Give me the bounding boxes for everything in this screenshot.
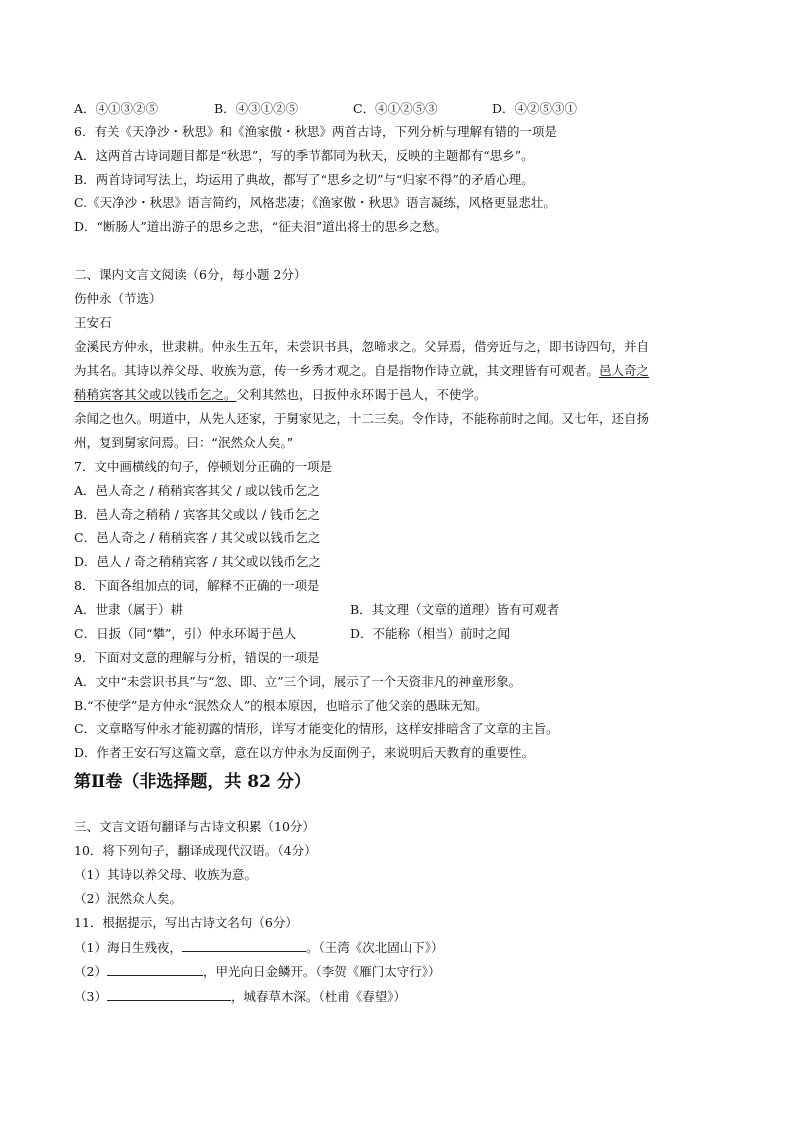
q7-option-b: B．邑人奇之稍稍 / 宾客其父或以 / 钱币乞之	[74, 507, 321, 522]
q8-option-a: A．世隶（属于）耕	[74, 602, 184, 617]
q11-item-3-prefix: （3）	[74, 989, 107, 1004]
passage-p1-line3-text: 父利其然也，日扳仲永环谒于邑人，不使学。	[236, 387, 487, 402]
q7-option-a: A．邑人奇之 / 稍稍宾客其父 / 或以钱币乞之	[74, 483, 320, 498]
q6-option-a: A．这两首古诗词题目都是“秋思”，写的季节都同为秋天，反映的主题都有“思乡”。	[74, 148, 534, 163]
underlined-sentence-part2: 稍稍宾客其父或以钱币乞之。	[74, 387, 237, 402]
q11-item-1	[74, 939, 443, 957]
q11-answer-blank-1[interactable]	[182, 939, 306, 952]
q11-item-1-suffix: 。（王湾《次北固山下》）	[305, 940, 444, 955]
q9-option-d: D．作者王安石写这篇文章，意在以方仲永为反面例子，来说明后天教育的重要性。	[74, 745, 535, 760]
q8-option-d: D．不能称（相当）前时之闻	[350, 626, 511, 641]
q10-stem: 10．将下列句子，翻译成现代汉语。（4分）	[74, 843, 317, 858]
q8-option-b: B．其文理（文章的道理）皆有可观者	[350, 602, 560, 617]
passage-p1-line2-text: 为其名。其诗以养父母、收族为意，传一乡秀才观之。自是指物作诗立就，其文理皆有可观者。	[74, 363, 600, 378]
q8-stem: 8．下面各组加点的词，解释不正确的一项是	[74, 578, 320, 593]
passage-title: 伤仲永（节选）	[74, 291, 162, 306]
q6-stem: 6．有关《天净沙・秋思》和《渔家傲・秋思》两首古诗，下列分析与理解有错的一项是	[74, 124, 557, 139]
q5-option-c: C．④①②⑤③	[353, 101, 438, 116]
q7-option-d: D．邑人 / 奇之稍稍宾客 / 其父或以钱币乞之	[74, 554, 321, 569]
q11-item-3-suffix: ，城春草木深。（杜甫《春望》）	[230, 989, 406, 1004]
q7-stem: 7．文中画横线的句子，停顿划分正确的一项是	[74, 459, 332, 474]
q6-option-c: C.《天净沙・秋思》语言简约，风格悲凄；《渔家傲・秋思》语言凝练，风格更显悲壮。	[74, 195, 556, 210]
q11-answer-blank-2[interactable]	[107, 963, 203, 976]
passage-p1-line2	[74, 362, 649, 380]
q6-option-d: D．“断肠人”道出游子的思乡之悲，“征夫泪”道出将士的思乡之愁。	[74, 219, 448, 234]
q9-option-a: A．文中“未尝识书具”与“忽、即、立”三个词，展示了一个天资非凡的神童形象。	[74, 674, 522, 689]
q8-option-c: C．日扳（同“攀”，引）仲永环谒于邑人	[74, 626, 297, 641]
q10-sentence-2: （2）泯然众人矣。	[74, 891, 182, 906]
q5-option-d: D．④②⑤③①	[492, 101, 578, 116]
section3-heading: 三、文言文语句翻译与古诗文积累（10分）	[74, 819, 315, 834]
q11-item-2-prefix: （2）	[74, 964, 107, 979]
q6-option-b: B．两首诗词写法上，均运用了典故，都写了“思乡之切”与“归家不得”的矛盾心理。	[74, 172, 534, 187]
q11-stem: 11．根据提示，写出古诗文名句（6分）	[74, 915, 298, 930]
passage-p1-line1: 金溪民方仲永，世隶耕。仲永生五年，未尝识书具，忽啼求之。父异焉，借旁近与之，即书诗四句，并自	[74, 339, 650, 354]
q11-answer-blank-3[interactable]	[107, 988, 231, 1001]
q9-option-b: B.“不使学”是方仲永“泯然众人”的根本原因，也暗示了他父亲的愚昧无知。	[74, 698, 488, 713]
q11-item-3	[74, 988, 406, 1006]
q11-item-2	[74, 963, 440, 981]
q5-option-b: B．④③①②⑤	[214, 101, 299, 116]
passage-p2-line2: 州，复到舅家问焉。曰：“泯然众人矣。”	[74, 435, 294, 450]
passage-author: 王安石	[74, 315, 112, 330]
q7-option-c: C．邑人奇之 / 稍稍宾客 / 其父或以钱币乞之	[74, 530, 321, 545]
section2-heading: 二、课内文言文阅读（6分，每小题 2分）	[74, 267, 307, 282]
q5-option-a: A．④①③②⑤	[74, 101, 159, 116]
passage-p1-line3	[74, 386, 487, 404]
part2-heading: 第Ⅱ卷（非选择题，共 82 分）	[74, 772, 311, 792]
q11-item-2-suffix: ，甲光向日金鳞开。（李贺《雁门太守行》）	[202, 964, 441, 979]
q9-stem: 9．下面对文意的理解与分析，错误的一项是	[74, 650, 320, 665]
passage-p2-line1: 余闻之也久。明道中，从先人还家，于舅家见之，十二三矣。令作诗，不能称前时之闻。又七年，还自扬	[74, 411, 650, 426]
q11-item-1-prefix: （1）海日生残夜，	[74, 940, 182, 955]
q10-sentence-1: （1）其诗以养父母、收族为意。	[74, 867, 257, 882]
q9-option-c: C．文章略写仲永才能初露的情形，详写才能变化的情形，这样安排暗含了文章的主旨。	[74, 721, 559, 736]
underlined-sentence-part1: 邑人奇之	[599, 363, 650, 378]
